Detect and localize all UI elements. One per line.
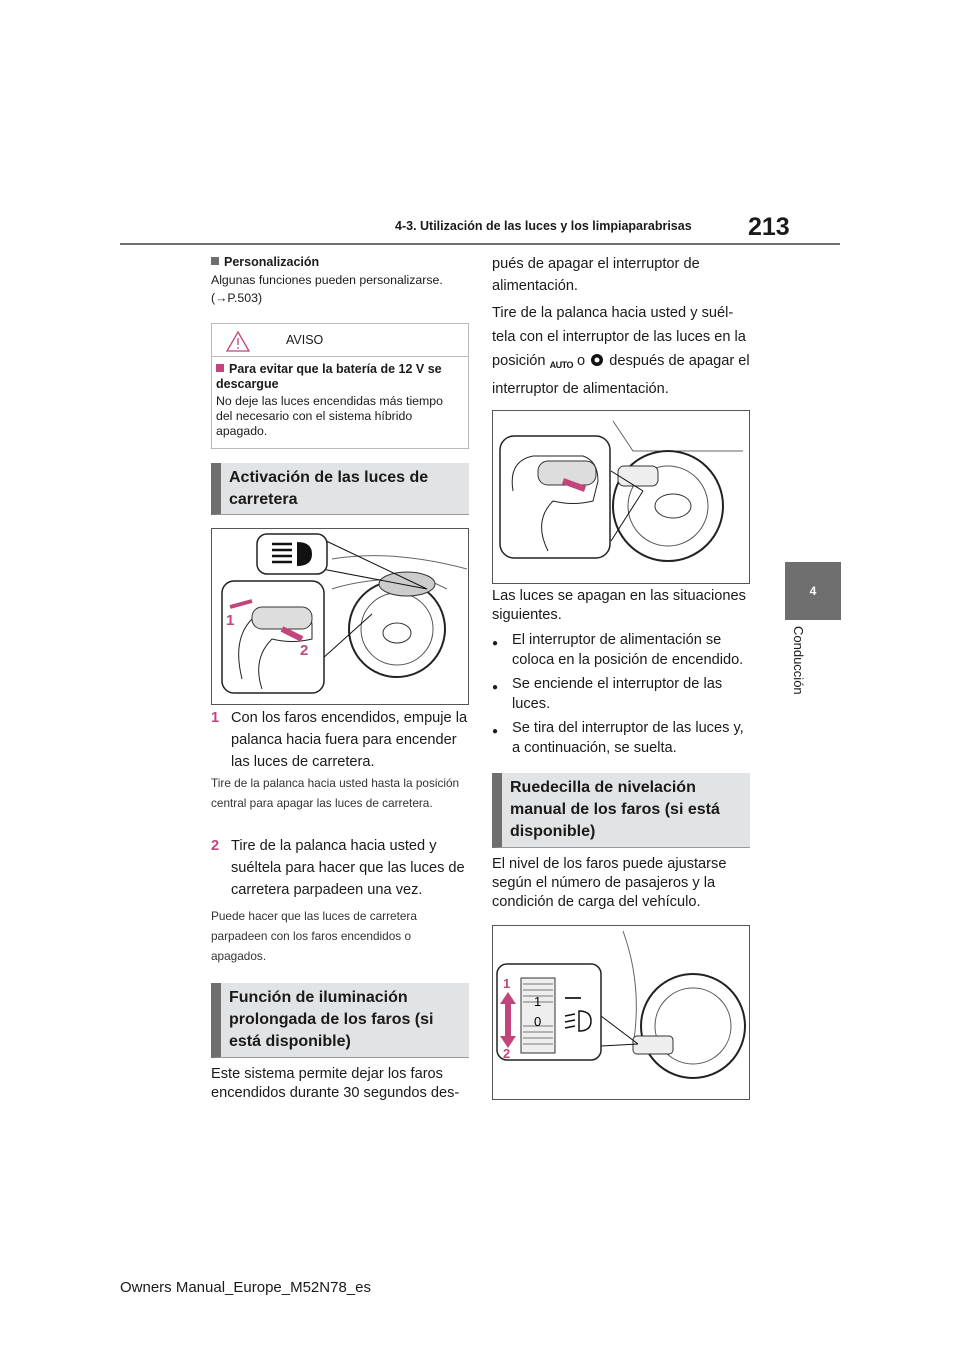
section-heading-leveling: Ruedecilla de nivelación manual de los faros (si está disponible) <box>492 773 750 848</box>
warning-header <box>212 324 468 357</box>
step-text: Tire de la palanca hacia usted y suéltela para hacer que las luces de carretera parpadeen una vez. <box>231 838 465 898</box>
step-2-note: Puede hacer que las luces de carretera parpadeen con los faros encendidos o apagados. <box>211 909 417 963</box>
lever-pull-illustration <box>493 411 749 583</box>
fig3-label-1: 1 <box>503 976 511 991</box>
figure-high-beam-lever <box>211 528 469 705</box>
warning-label: AVISO <box>286 333 324 347</box>
chapter-label: Conducción <box>791 626 806 695</box>
step-2 <box>211 835 469 901</box>
parking-light-icon <box>589 352 605 368</box>
fig3-label-2: 2 <box>503 1046 511 1061</box>
list-item: ● El interruptor de alimentación se coloca en la posición de encendido. <box>494 630 750 670</box>
footer-text: Owners Manual_Europe_M52N78_es <box>120 1279 371 1296</box>
lights-off-text: Las luces se apagan en las situaciones siguientes. <box>492 588 746 623</box>
list-item: ● Se tira del interruptor de las luces y, a continuación, se suelta. <box>494 718 750 758</box>
personalization-text: Algunas funciones pueden personalizarse. (→P.503) <box>211 273 443 305</box>
instruction-text: Tire de la palanca hacia usted y suél- tela con el interruptor de las luces en la posición AUTO o después de apagar el interruptor de alimentación. <box>492 305 750 397</box>
step-1 <box>211 707 469 773</box>
list-item: ● Se enciende el interruptor de las luces. <box>494 674 750 714</box>
header-rule <box>120 243 840 245</box>
leveling-text: El nivel de los faros puede ajustarse según el número de pasajeros y la condición de carga del vehículo. <box>492 856 727 910</box>
warning-heading: Para evitar que la batería de 12 V se descargue <box>216 362 442 391</box>
dial-bottom-label: 0 <box>534 1014 542 1029</box>
fig1-label-1: 1 <box>226 612 235 629</box>
continued-text: pués de apagar el interruptor de alimentación. <box>492 256 700 294</box>
square-bullet-icon <box>211 257 219 265</box>
auto-icon: AUTO <box>549 360 573 370</box>
chapter-tab <box>785 562 841 620</box>
leveling-dial-illustration <box>493 926 749 1099</box>
dial-top-label: 1 <box>534 994 542 1009</box>
extended-lighting-text: Este sistema permite dejar los faros encendidos durante 30 segundos des- <box>211 1066 460 1101</box>
personalization-heading: Personalización <box>211 255 469 269</box>
steering-lever-illustration <box>212 529 468 704</box>
page-number: 213 <box>748 213 790 241</box>
personalization-block <box>211 255 469 307</box>
square-bullet-icon <box>216 364 224 372</box>
step-text: Con los faros encendidos, empuje la palanca hacia fuera para encender las luces de carretera. <box>231 710 468 770</box>
section-heading-high-beam: Activación de las luces de carretera <box>211 463 469 515</box>
step-number: 2 <box>211 838 220 854</box>
warning-box <box>211 323 469 449</box>
step-1-note: Tire de la palanca hacia usted hasta la posición central para apagar las luces de carretera. <box>211 776 460 810</box>
section-heading-extended-lighting: Función de iluminación prolongada de los faros (si está disponible) <box>211 983 469 1058</box>
section-title: 4-3. Utilización de las luces y los limpiaparabrisas <box>395 219 692 233</box>
step-number: 1 <box>211 710 220 726</box>
chapter-number: 4 <box>809 584 817 598</box>
warning-triangle-icon <box>226 330 250 352</box>
fig1-label-2: 2 <box>300 642 309 659</box>
figure-leveling-dial <box>492 925 750 1100</box>
figure-lever-pull <box>492 410 750 584</box>
bullet-list <box>494 630 750 758</box>
warning-text: No deje las luces encendidas más tiempo del necesario con el sistema híbrido apagado. <box>216 394 443 438</box>
